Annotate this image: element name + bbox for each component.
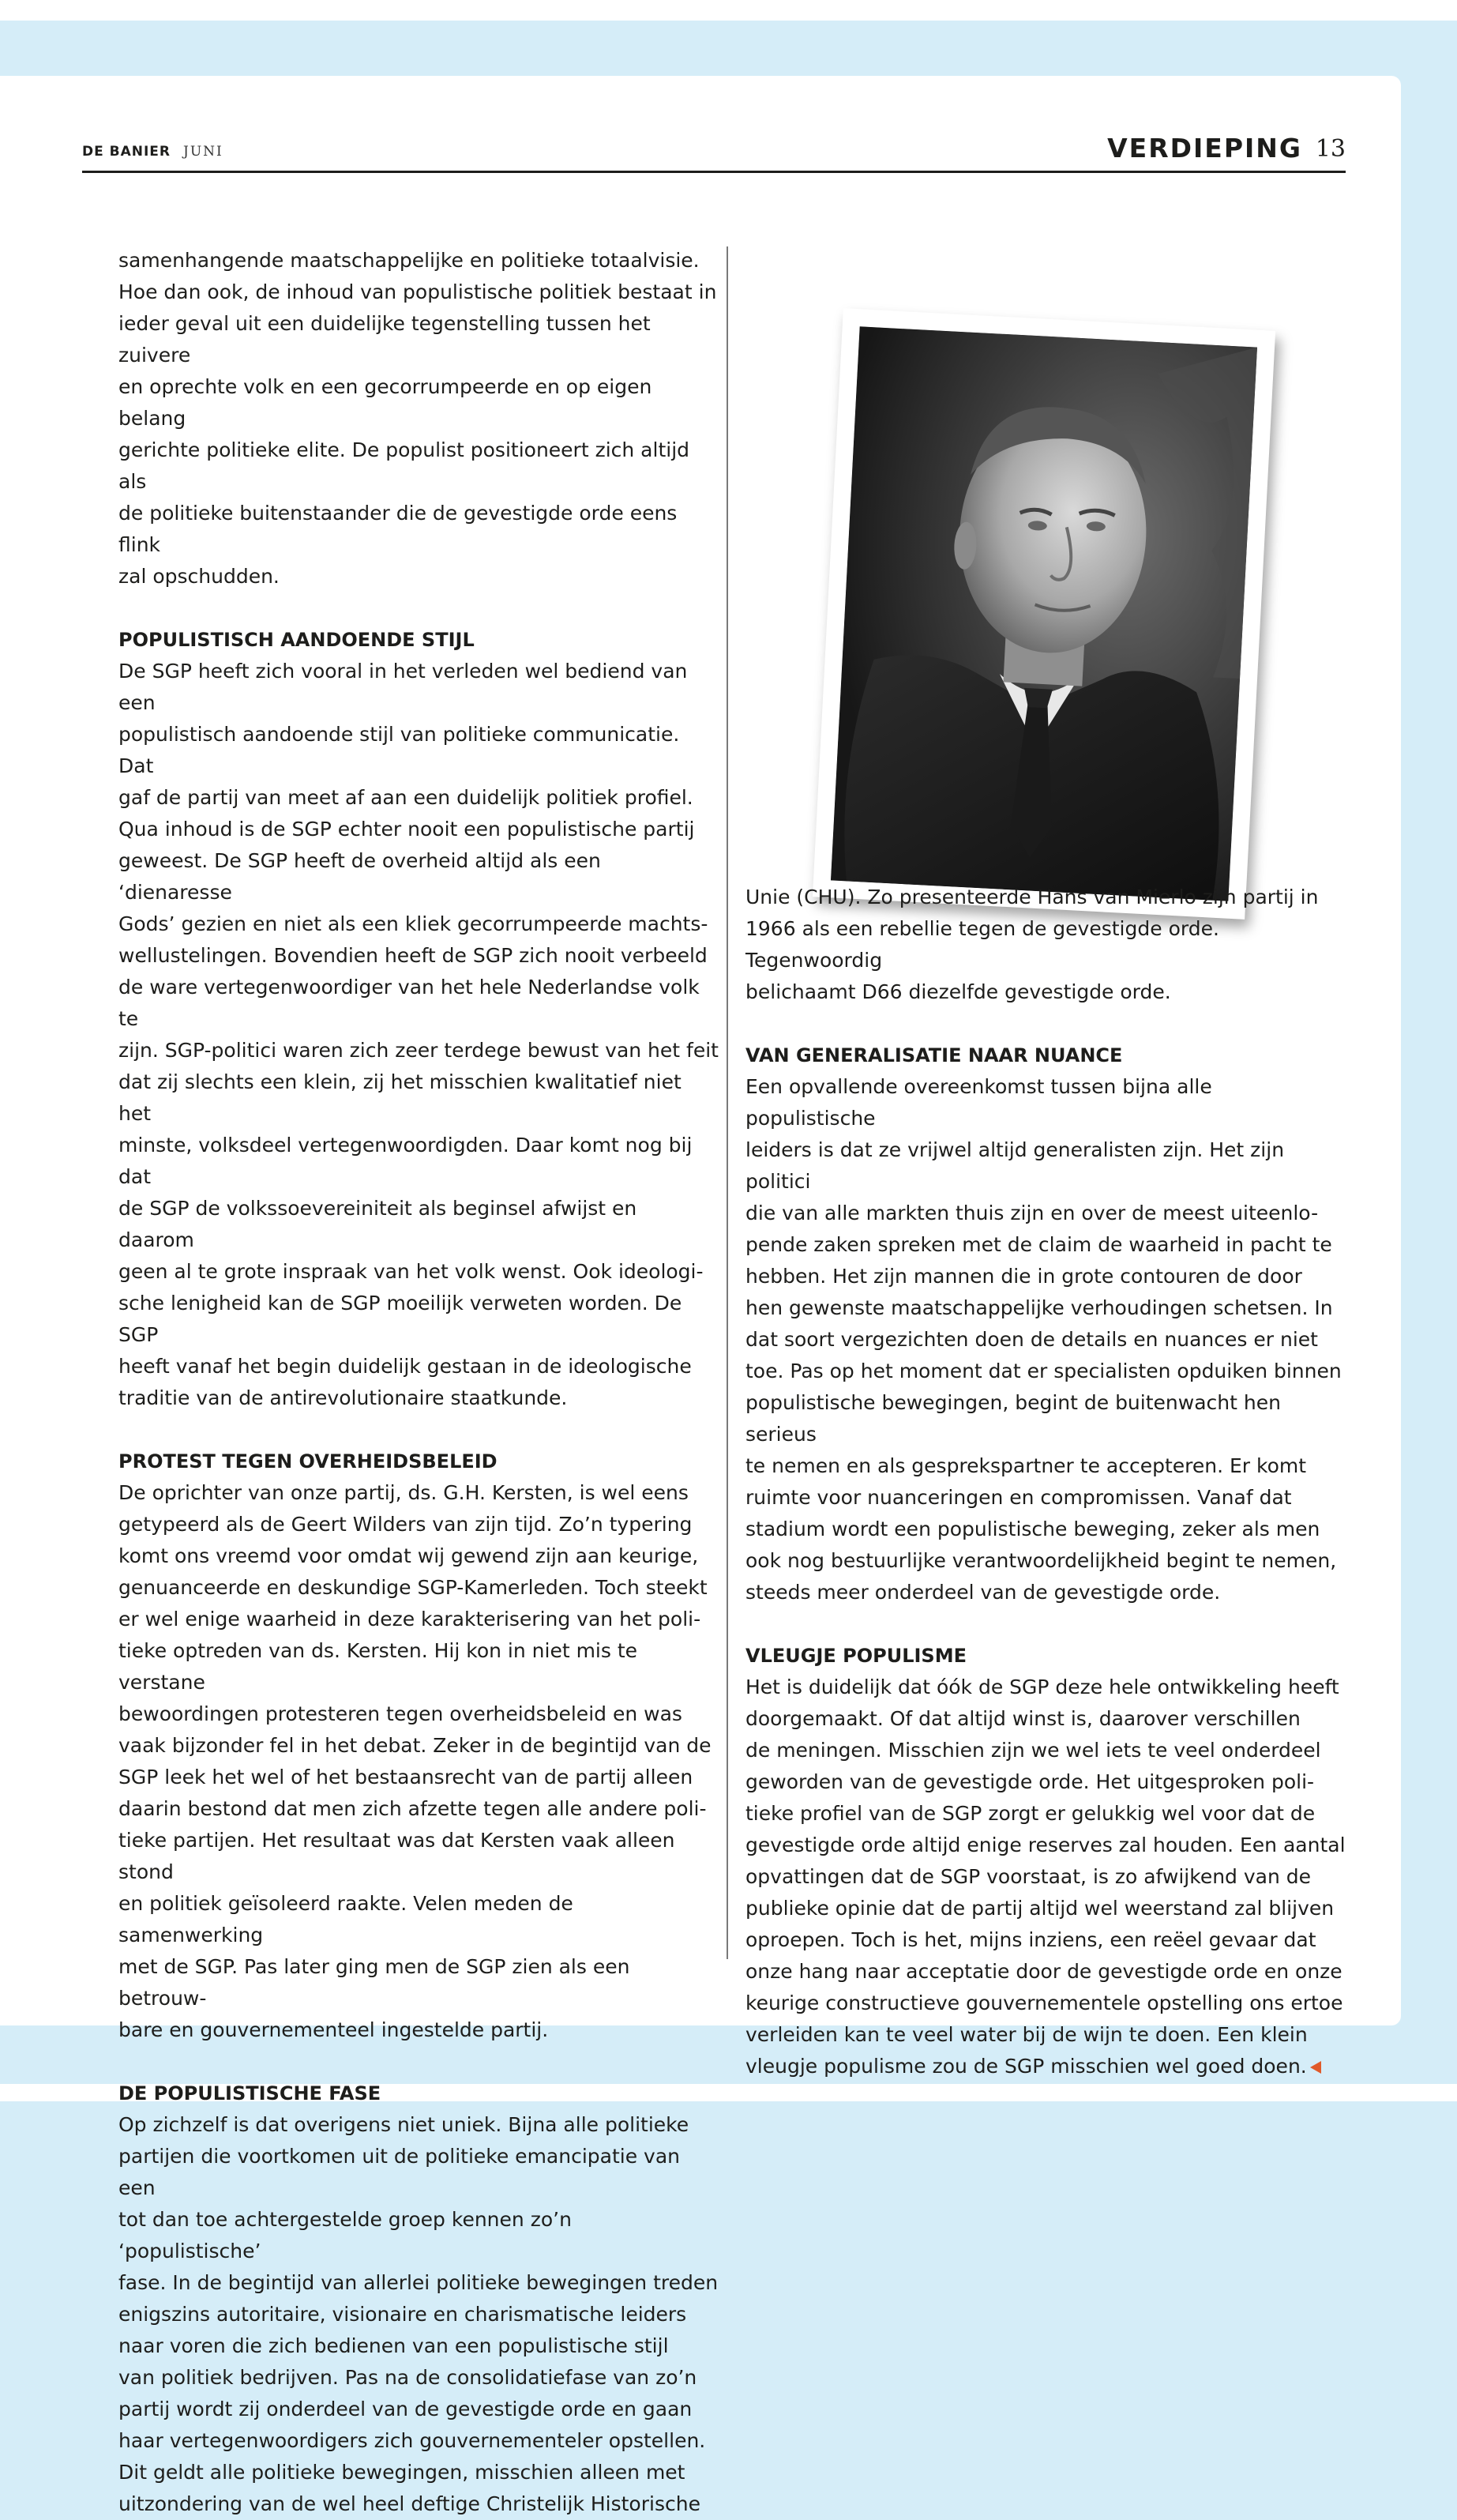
section-paragraph: Op zichzelf is dat overigens niet uniek. Bijna alle politieke partijen die voortkomen uit de politieke emancipatie van een tot dan toe achtergestelde groep kennen zo’n ‘populistische’ fase. In de begintijd van allerlei politieke bewegingen treden enigszins autoritaire, visionaire en charismatische leiders naar voren die zich bedienen van een populistische stijl van politiek bedrijven. Pas na de consolidatiefase van zo’n partij wordt zij onderdeel van de gevestigde orde en gaan haar vertegenwoordigers zich gouvernementeler opstellen. Dit geldt alle politieke bewegingen, misschien alleen met uitzondering van de wel heel deftige Christelijk Historische [118, 2113, 719, 2515]
section-paragraph: De oprichter van onze partij, ds. G.H. Kersten, is wel eens getypeerd als de Geert Wilders van zijn tijd. Zo’n typering komt ons vreemd voor omdat wij gewend zijn aan keurige, genuanceerde en deskundige SGP-Kamerleden. Toch steekt er wel enige waarheid in deze karakterisering van het poli- tieke optreden van ds. Kersten. Hij kon in niet mis te verstane bewoordingen protesteren tegen overheidsbeleid en was vaak bijzonder fel in het debat. Zeker in de begintijd van de SGP leek het wel of het bestaansrecht van de partij alleen daarin bestond dat men zich afzette tegen alle andere poli- tieke partijen. Het resultaat was dat Kersten vaak alleen stond en politiek geïsoleerd raakte. Velen meden de samenwerking met de SGP. Pas later ging men de SGP zien als een betrouw- bare en gouvernementeel ingestelde partij. [118, 1481, 712, 2041]
closing-paragraph-text: Het is duidelijk dat óók de SGP deze hele ontwikkeling heeft doorgemaakt. Of dat altijd winst is, daarover verschillen de meningen. Misschien zijn we wel iets te veel onderdeel geworden van de gevestigde orde. Het uitgesproken poli- tieke profiel van de SGP zorgt er gelukkig wel voor dat de gevestigde orde altijd enige reserves zal houden. Een aantal opvattingen dat de SGP voorstaat, is zo afwijkend van de publieke opinie dat de partij altijd wel weerstand zal blijven oproepen. Toch is het, mijns inziens, een reëel gevaar dat onze hang naar acceptatie door de gevestigde orde en onze keurige constructieve gouvernementele opstelling ons ertoe verleiden kan te veel water bij de wijn te doen. Een klein vleugje populisme zou de SGP misschien wel goed doen. [745, 1676, 1346, 2078]
section-heading: DE POPULISTISCHE FASE [118, 2082, 381, 2104]
top-margin-band [0, 0, 1457, 21]
portrait-illustration [831, 326, 1257, 901]
publication-name: DE BANIER [82, 144, 171, 160]
left-intro-paragraph: samenhangende maatschappelijke en politieke totaalvisie. Hoe dan ook, de inhoud van populistische politiek bestaat in ieder geval uit een duidelijke tegenstelling tussen het zuivere en oprechte volk en een gecorrumpeerde en op eigen belang gerichte politieke elite. De populist positioneert zich altijd als de politieke buitenstaander die de gevestigde orde eens flink zal opschudden. [118, 249, 717, 588]
page-header [82, 133, 1346, 164]
column-divider [727, 246, 728, 1959]
issue-month: JUNI [183, 144, 223, 160]
section-heading: POPULISTISCH AANDOENDE STIJL [118, 629, 475, 651]
right-column [745, 882, 1346, 2082]
section-paragraph: De SGP heeft zich vooral in het verleden wel bediend van een populistisch aandoende stijl van politieke communicatie. Dat gaf de partij van meet af aan een duidelijk politiek profiel. Qua inhoud is de SGP echter nooit een populistische partij geweest. De SGP heeft de overheid altijd als een ‘dienaresse Gods’ gezien en niet als een kliek gecorrumpeerde machts- wellustelingen. Bovendien heeft de SGP zich nooit verbeeld de ware vertegenwoordiger van het hele Nederlandse volk te zijn. SGP-politici waren zich zeer terdege bewust van het feit dat zij slechts een klein, zij het misschien kwalitatief niet het minste, volksdeel vertegenwoordigden. Daar komt nog bij dat de SGP de volkssoevereiniteit als beginsel afwijst en daarom geen al te grote inspraak van het volk wenst. Ook ideologi- sche lenigheid kan de SGP moeilijk verweten worden. De SGP heeft vanaf het begin duidelijk gestaan in de ideologische traditie van de antirevolutionaire staatkunde. [118, 660, 719, 1409]
portrait-photo [813, 308, 1275, 920]
section-title: VERDIEPING [1107, 133, 1302, 164]
section-heading: PROTEST TEGEN OVERHEIDSBELEID [118, 1450, 498, 1473]
section-paragraph [745, 1672, 1346, 2082]
section-paragraph: Een opvallende overeenkomst tussen bijna alle populistische leiders is dat ze vrijwel altijd generalisten zijn. Het zijn politici die van alle markten thuis zijn en over de meest uiteenlo- pende zaken spreken met de claim de waarheid in pacht te hebben. Het zijn mannen die in grote contouren de door hen gewenste maatschappelijke verhoudingen schetsen. In dat soort vergezichten doen de details en nuances er niet toe. Pas op het moment dat er specialisten opduiken binnen populistische bewegingen, begint de buitenwacht hen serieus te nemen en als gesprekspartner te accepteren. Er komt ruimte voor nuanceringen en compromissen. Vanaf dat stadium wordt een populistische beweging, zeker als men ook nog bestuurlijke verantwoordelijkheid begint te nemen, steeds meer onderdeel van de gevestigde orde. [745, 1075, 1342, 1604]
magazine-page [0, 76, 1401, 2515]
section-heading: VLEUGJE POPULISME [745, 1645, 967, 1667]
right-intro-paragraph: Unie (CHU). Zo presenteerde Hans van Mierlo zijn partij in 1966 als een rebellie tegen de gevestigde orde. Tegenwoordig belichaamt D66 diezelfde gevestigde orde. [745, 886, 1319, 1003]
portrait-photo-icon [831, 326, 1257, 901]
end-of-article-icon [1310, 2061, 1321, 2074]
section-heading: VAN GENERALISATIE NAAR NUANCE [745, 1044, 1123, 1066]
page-number: 13 [1315, 135, 1346, 163]
header-rule [82, 171, 1346, 173]
left-column [118, 245, 719, 2520]
